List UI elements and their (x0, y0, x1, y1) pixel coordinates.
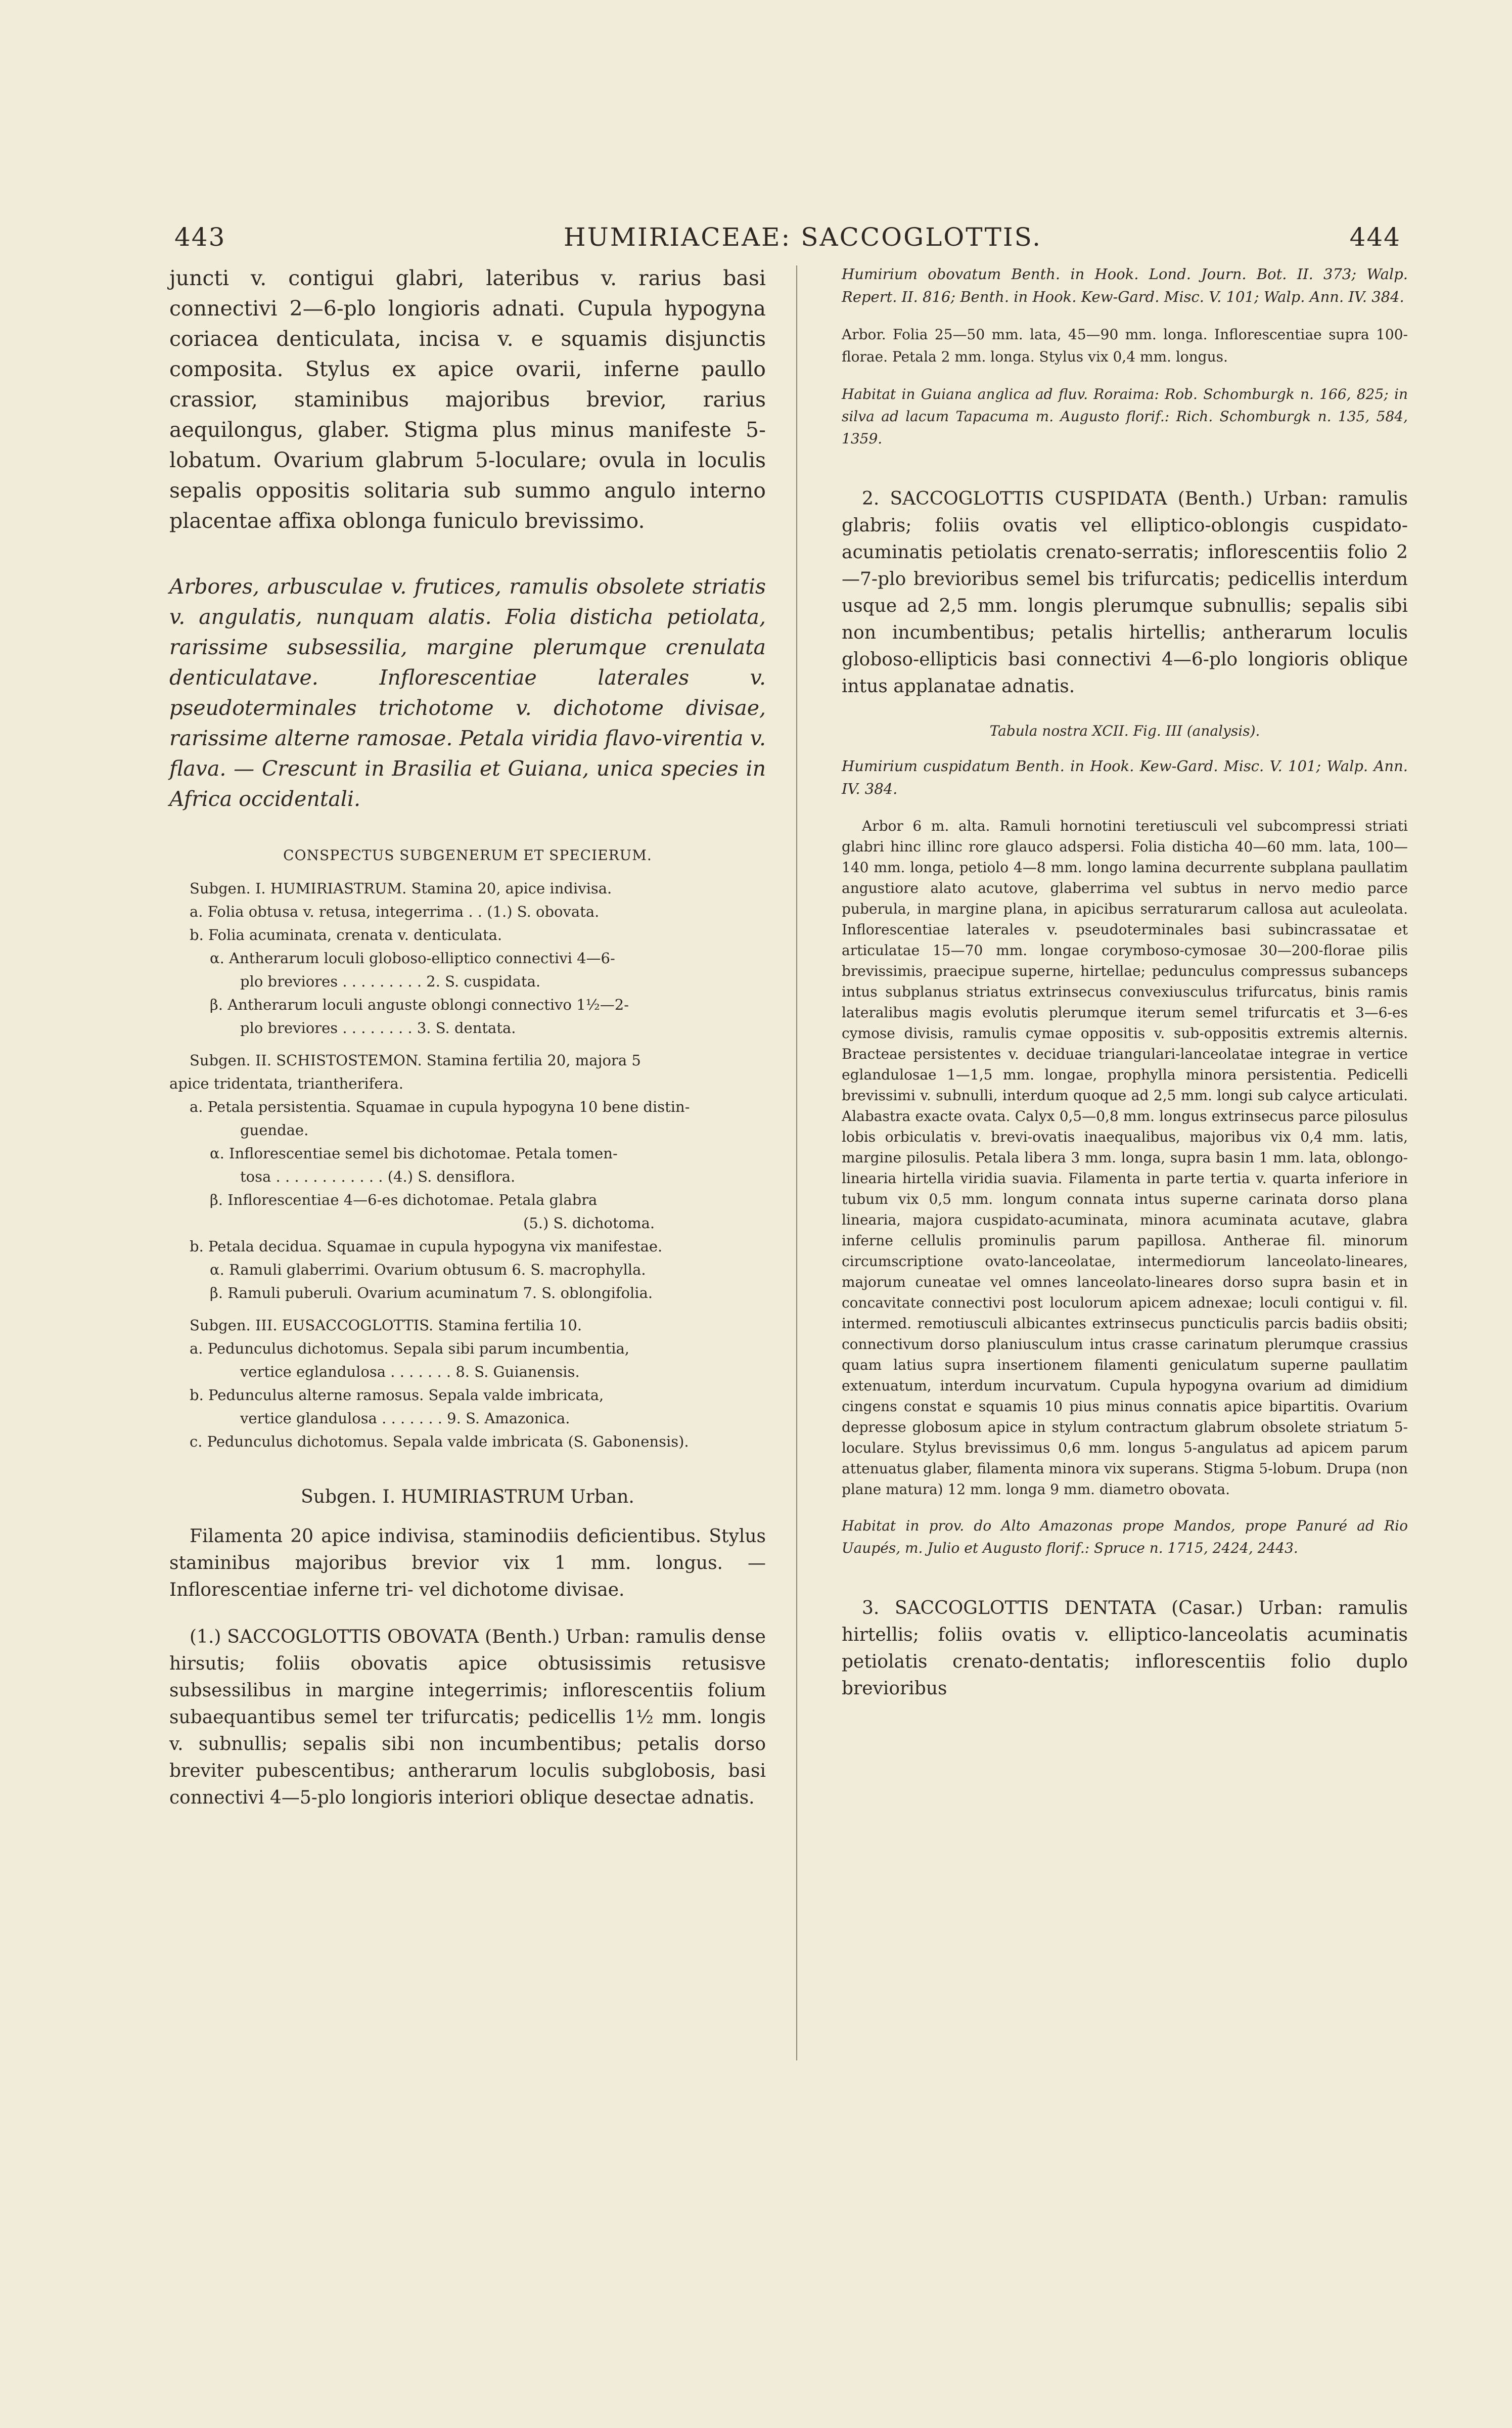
key-line: b. Folia acuminata, crenata v. denticulata. (190, 926, 502, 943)
key-line: guendae. (240, 1121, 309, 1139)
key-line: vertice eglandulosa . . . . . . . 8. S. Guianensis. (240, 1363, 580, 1380)
species-1-synonymy: Humirium obovatum Benth. in Hook. Lond. Journ. Bot. II. 373; Walp. Repert. II. 816; Benth. in Hook. Kew-Gard. Misc. V. 101; Walp. Ann. IV. 384. (842, 265, 1408, 305)
species-1-habitat: Habitat in Guiana anglica ad fluv. Roraima: Rob. Schomburgk n. 166, 825; in silva ad lacum Tapacuma m. Augusto florif.: Rich. Schomburgk n. 135, 584, 1359. (842, 386, 1408, 447)
genus-habit-paragraph: Arbores, arbusculae v. frutices, ramulis obsolete striatis v. angulatis, nunquam alatis. Folia disticha petiolata, rarissime subsessilia, margine plerumque crenulata denticulatave. Inflorescentiae laterales v. pseudoterminales trichotome v. dichotome divisae, rarissime alterne ramosae. Petala viridia flavo-virentia v. flava. — Crescunt in Brasilia et Guiana, unica species in Africa occidentali. (169, 574, 766, 811)
left-column (169, 263, 766, 1811)
key-line: Subgen. III. EUSACCOGLOTTIS. Stamina fertilia 10. (190, 1317, 582, 1334)
conspectus-title: CONSPECTUS SUBGENERUM ET SPECIERUM. (283, 847, 652, 864)
key-line: Subgen. II. SCHISTOSTEMON. Stamina fertilia 20, majora 5 (190, 1052, 641, 1069)
key-line: a. Pedunculus dichotomus. Sepala sibi parum incumbentia, (190, 1340, 630, 1357)
key-line: vertice glandulosa . . . . . . . 9. S. Amazonica. (240, 1410, 570, 1427)
key-line: b. Petala decidua. Squamae in cupula hypogyna vix manifestae. (190, 1238, 663, 1255)
page-number-right: 444 (1349, 222, 1401, 252)
right-column (842, 263, 1408, 1702)
genus-description-end: juncti v. contigui glabri, lateribus v. rarius basi connectivi 2—6-plo longioris adnati. Cupula hypogyna coriacea denticulata, incisa v. e squamis disjunctis composita. Stylus ex apice ovarii, inferne paullo crassior, staminibus majoribus brevior, rarius aequilongus, glaber. Stigma plus minus manifeste 5-lobatum. Ovarium glabrum 5-loculare; ovula in loculis sepalis oppositis solitaria sub summo angulo interno placentae affixa oblonga funiculo brevissimo. (169, 266, 766, 533)
species-2-synonymy: Humirium cuspidatum Benth. in Hook. Kew-Gard. Misc. V. 101; Walp. Ann. IV. 384. (842, 757, 1408, 797)
key-line: α. Inflorescentiae semel bis dichotomae. Petala tomen- (210, 1145, 618, 1162)
species-1-diagnosis: (1.) SACCOGLOTTIS OBOVATA (Benth.) Urban: ramulis dense hirsutis; foliis obovatis apice obtusissimis retusisve subsessilibus in margine integerrimis; inflorescentiis folium subaequantibus semel ter trifurcatis; pedicellis 1½ mm. longis v. subnullis; sepalis sibi non incumbentibus; petalis dorso breviter pubescentibus; antherarum loculis subglobosis, basi connectivi 4—5-plo longioris interiori oblique desectae adnatis. (169, 1627, 766, 1808)
subgenus-heading: Subgen. I. HUMIRIASTRUM Urban. (301, 1487, 634, 1507)
species-2-habitat: Habitat in prov. do Alto Amazonas prope Mandos, prope Panuré ad Rio Uaupés, m. Julio et Augusto florif.: Spruce n. 1715, 2424, 2443. (842, 1517, 1408, 1556)
key-line: β. Inflorescentiae 4—6-es dichotomae. Petala glabra (210, 1191, 598, 1208)
key-line: plo breviores . . . . . . . . . 2. S. cuspidata. (240, 973, 541, 990)
running-title: HUMIRIACEAE: SACCOGLOTTIS. (564, 222, 1042, 252)
key-line: α. Antherarum loculi globoso-elliptico connectivi 4—6- (210, 950, 615, 967)
page-number-left: 443 (174, 222, 226, 252)
key-line: β. Ramuli puberuli. Ovarium acuminatum 7. S. oblongifolia. (210, 1284, 653, 1301)
key-line: Subgen. I. HUMIRIASTRUM. Stamina 20, apice indivisa. (190, 880, 612, 897)
key-line: β. Antherarum loculi anguste oblongi connectivo 1½—2- (210, 996, 629, 1013)
species-key (169, 877, 766, 1453)
plate-reference: Tabula nostra XCII. Fig. III (analysis). (989, 723, 1260, 739)
key-line: c. Pedunculus dichotomus. Sepala valde imbricata (S. Gabonensis). (190, 1433, 689, 1450)
key-line: a. Folia obtusa v. retusa, integerrima . . (1.) S. obovata. (190, 903, 600, 920)
key-line: (5.) S. dichotoma. (523, 1215, 655, 1232)
key-line: apice tridentata, triantherifera. (169, 1075, 403, 1092)
key-line: tosa . . . . . . . . . . . . (4.) S. densiflora. (240, 1168, 516, 1185)
column-divider (796, 265, 797, 2060)
key-line: b. Pedunculus alterne ramosus. Sepala valde imbricata, (190, 1386, 604, 1404)
key-line: α. Ramuli glaberrimi. Ovarium obtusum 6. S. macrophylla. (210, 1261, 646, 1278)
species-2-diagnosis: 2. SACCOGLOTTIS CUSPIDATA (Benth.) Urban: ramulis glabris; foliis ovatis vel elliptico-oblongis cuspidato-acuminatis petiolatis crenato-serratis; inflorescentiis folio 2—7-plo brevioribus semel bis trifurcatis; pedicellis interdum usque ad 2,5 mm. longis plerumque subnullis; sepalis sibi non incumbentibus; petalis hirtellis; antherarum loculis globoso-ellipticis basi connectivi 4—6-plo longioris oblique intus applanatae adnatis. (842, 488, 1408, 697)
species-2-description: Arbor 6 m. alta. Ramuli hornotini teretiusculi vel subcompressi striati glabri hinc illinc rore glauco adspersi. Folia disticha 40—60 mm. lata, 100—140 mm. longa, petiolo 4—8 mm. longo lamina decurrente subplana paullatim angustiore alato acutove, glaberrima vel subtus in nervo medio parce puberula, in margine plana, in apicibus serraturarum callosa aut aculeolata. Inflorescentiae laterales v. pseudoterminales basi subincrassatae et articulatae 15—70 mm. longae corymboso-cymosae 30—200-florae pilis brevissimis, praecipue superne, hirtellae; pedunculus compressus subanceps intus subplanus striatus extrinsecus convexiusculus trifurcatus, binis ramis lateralibus magis evolutis plerumque iterum semel trifurcatis et 3—6-es cymose divisis, ramulis cymae oppositis v. sub-oppositis extremis alternis. Bracteae persistentes v. deciduae triangulari-lanceolatae integrae in vertice eglandulosae 1—1,5 mm. longae, prophylla minora persistentia. Pedicelli brevissimi v. subnulli, interdum quoque ad 2,5 mm. longi sub calyce articulati. Alabastra exacte ovata. Calyx 0,5—0,8 mm. longus extrinsecus parce pilosulus lobis orbiculatis v. brevi-ovatis inaequalibus, majoribus vix 0,4 mm. latis, margine pilosulis. Petala libera 3 mm. longa, supra basin 1 mm. lata, oblongo-linearia hirtella viridia suavia. Filamenta in parte tertia v. quarta inferiore in tubum vix 0,5 mm. longum connata intus superne carinata dorso plana linearia, majora cuspidato-acuminata, minora acuminata acutave, glabra inferne cellulis prominulis parum papillosa. Antherae fil. minorum circumscriptione ovato-lanceolatae, intermediorum lanceolato-lineares, majorum cuneatae vel omnes lanceolato-lineares dorso supra basin et in concavitate connectivi post loculorum apicem adnexae; loculi contigui v. fil. intermed. remotiusculi albicantes extrinsecus puncticulis parcis badiis obsiti; connectivum dorso planiusculum intus crasse carinatum plerumque crassius quam latius supra insertionem filamenti geniculatum superne paullatim extenuatum, interdum incurvatum. Cupula hypogyna ovarium ad dimidium cingens constat e squamis 10 pius minus connatis apice bipartitis. Ovarium depresse globosum apice in stylum contractum glabrum obsolete striatum 5-loculare. Stylus brevissimus 0,6 mm. longus 5-angulatus ad apicem parum attenuatus glaber, filamenta minora vix superans. Stigma 5-lobum. Drupa (non plane matura) 12 mm. longa 9 mm. diametro obovata. (842, 818, 1408, 1498)
key-line: a. Petala persistentia. Squamae in cupula hypogyna 10 bene distin- (190, 1098, 690, 1115)
key-line: plo breviores . . . . . . . . 3. S. dentata. (240, 1019, 516, 1037)
subgenus-description: Filamenta 20 apice indivisa, staminodiis deficientibus. Stylus staminibus majoribus brevior vix 1 mm. longus. — Inflorescentiae inferne tri- vel dichotome divisae. (169, 1526, 766, 1600)
species-3-diagnosis: 3. SACCOGLOTTIS DENTATA (Casar.) Urban: ramulis hirtellis; foliis ovatis v. elliptico-lanceolatis acuminatis petiolatis crenato-dentatis; inflorescentiis folio duplo brevioribus (842, 1598, 1408, 1699)
species-1-description: Arbor. Folia 25—50 mm. lata, 45—90 mm. longa. Inflorescentiae supra 100-florae. Petala 2 mm. longa. Stylus vix 0,4 mm. longus. (842, 326, 1408, 365)
